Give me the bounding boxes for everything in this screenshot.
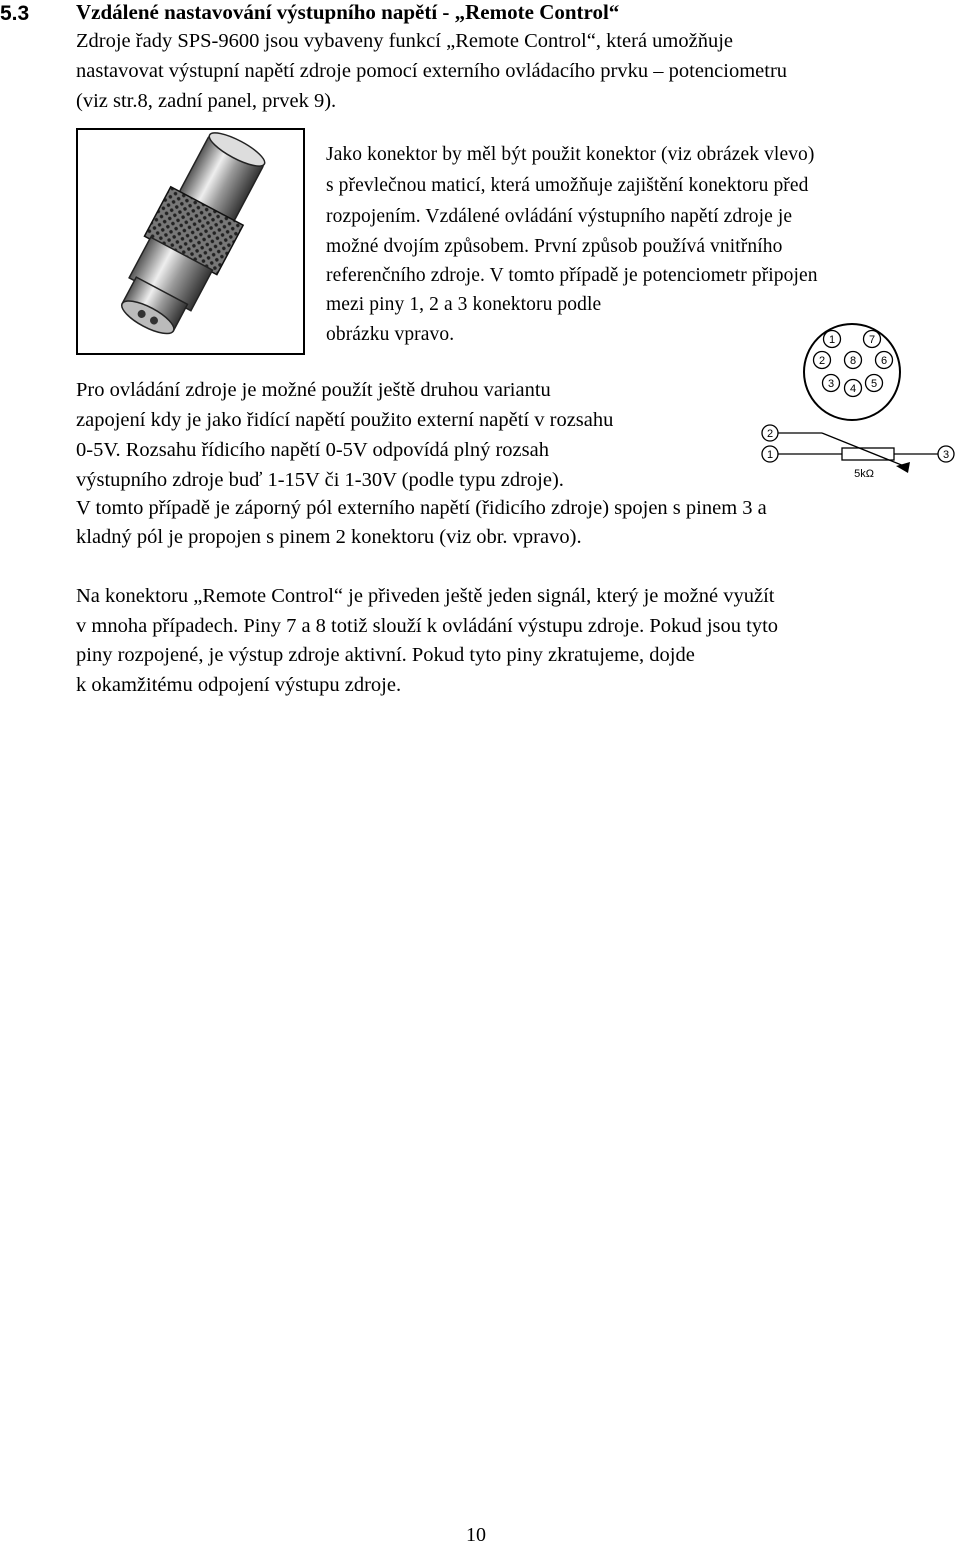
svg-text:3: 3 (827, 378, 835, 390)
connector-text-line: s převlečnou maticí, která umožňuje zajištění konektoru před (326, 175, 809, 196)
body-line: piny rozpojené, je výstup zdroje aktivní. Pokud tyto piny zkratujeme, dojde (76, 644, 695, 666)
pin-7 (864, 331, 881, 348)
connector-text-line: možné dvojím způsobem. První způsob používá vnitřního (326, 236, 783, 257)
pin-8 (845, 352, 862, 369)
pin-4 (845, 380, 862, 397)
intro-line: (viz str.8, zadní panel, prvek 9). (76, 90, 337, 112)
svg-text:1: 1 (766, 449, 774, 461)
connector-text-line: Jako konektor by měl být použit konektor (viz obrázek vlevo) (326, 144, 815, 165)
pin-2 (814, 352, 831, 369)
body-line: zapojení kdy je jako řidící napětí použito externí napětí v rozsahu (76, 409, 614, 431)
svg-text:5: 5 (870, 378, 878, 390)
body-line: k okamžitému odpojení výstupu zdroje. (76, 674, 402, 696)
body-line: v mnoha případech. Piny 7 a 8 totiž slouží k ovládání výstupu zdroje. Pokud jsou tyto (76, 615, 779, 637)
intro-line: Zdroje řady SPS-9600 jsou vybaveny funkcí „Remote Control“, která umožňuje (76, 30, 734, 52)
body-line: 0-5V. Rozsahu řídicího napětí 0-5V odpovídá plný rozsah (76, 439, 549, 461)
pin-6 (876, 352, 893, 369)
pin-5 (866, 375, 883, 392)
svg-text:2: 2 (818, 355, 826, 367)
body-line: výstupního zdroje buď 1-15V či 1-30V (podle typu zdroje). (76, 469, 564, 491)
connector-pinout-diagram (800, 322, 904, 422)
svg-text:3: 3 (942, 449, 950, 461)
svg-text:1: 1 (828, 334, 836, 346)
svg-text:7: 7 (868, 334, 876, 346)
section-number: 5.3 (0, 2, 30, 25)
connector-text-line: rozpojením. Vzdálené ovládání výstupního napětí zdroje je (326, 206, 793, 227)
svg-text:4: 4 (849, 383, 857, 395)
potentiometer-schematic (758, 418, 958, 480)
connector-outline (804, 324, 900, 420)
body-line: kladný pól je propojen s pinem 2 konektoru (viz obr. vpravo). (76, 526, 582, 548)
connector-text-line: obrázku vpravo. (326, 324, 455, 345)
schematic-wiring (778, 433, 938, 466)
schematic-pin-3 (938, 446, 954, 462)
svg-text:2: 2 (766, 428, 774, 440)
resistor-label: 5kΩ (854, 468, 874, 480)
body-line: Pro ovládání zdroje je možné použít ještě druhou variantu (76, 379, 551, 401)
section-title: Vzdálené nastavování výstupního napětí - „Remote Control“ (76, 0, 620, 24)
page-number: 10 (466, 1524, 486, 1546)
pin-3 (823, 375, 840, 392)
intro-line: nastavovat výstupní napětí zdroje pomocí externího ovládacího prvku – potenciometru (76, 60, 788, 82)
svg-text:6: 6 (880, 355, 888, 367)
schematic-pin-1 (762, 446, 778, 462)
pin-1 (824, 331, 841, 348)
body-line: V tomto případě je záporný pól externího napětí (řidicího zdroje) spojen s pinem 3 a (76, 497, 767, 519)
connector-photo (76, 128, 305, 355)
svg-text:8: 8 (849, 355, 857, 367)
connector-text-line: referenčního zdroje. V tomto případě je potenciometr připojen (326, 265, 818, 286)
schematic-pin-2 (762, 425, 778, 441)
body-line: Na konektoru „Remote Control“ je přiveden ještě jeden signál, který je možné využít (76, 585, 775, 607)
connector-text-line: mezi piny 1, 2 a 3 konektoru podle (326, 294, 602, 315)
